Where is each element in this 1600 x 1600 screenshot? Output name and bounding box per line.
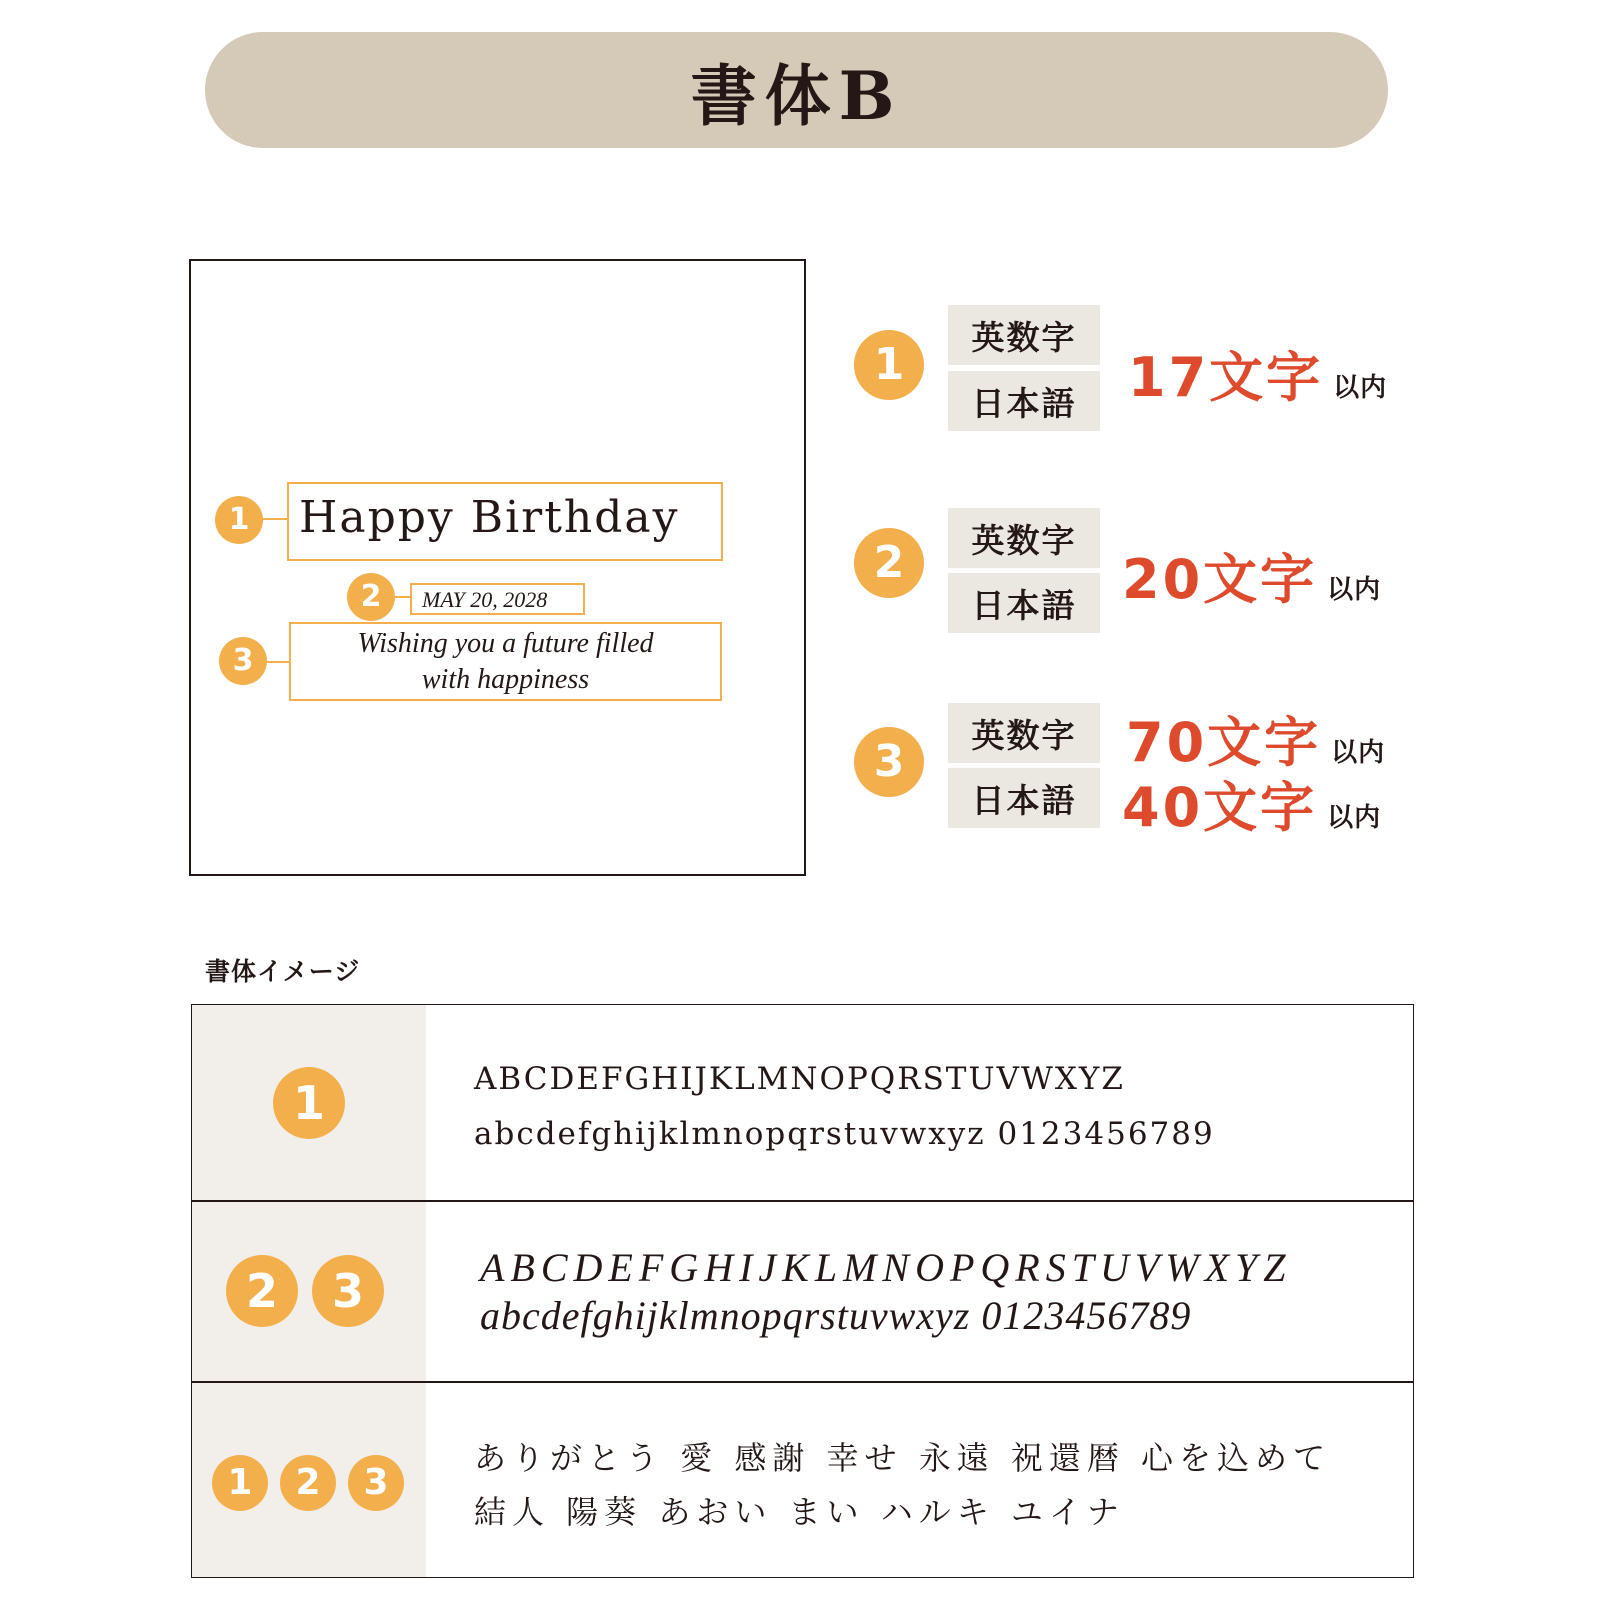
preview-line3b: with happiness xyxy=(421,664,590,695)
sample-japanese-2: 結人 陽葵 あおい まい ハルキ ユイナ xyxy=(474,1493,1125,1531)
preview-line2: MAY 20, 2028 xyxy=(422,587,548,612)
font-image-label: 書体イメージ xyxy=(205,957,361,986)
limit-1 xyxy=(1128,335,1387,412)
sample-badge: 2 xyxy=(280,1455,336,1511)
limit-badge-1: 1 xyxy=(854,330,924,400)
sample-lowercase: abcdefghijklmnopqrstuvwxyz 0123456789 xyxy=(474,1116,1215,1152)
connector-1 xyxy=(259,518,289,520)
sample-lowercase: abcdefghijklmnopqrstuvwxyz 0123456789 xyxy=(480,1293,1192,1338)
limit-suffix: 以内 xyxy=(1327,575,1382,605)
sample-uppercase: ABCDEFGHIJKLMNOPQRSTUVWXYZ xyxy=(474,1061,1125,1097)
line3-box xyxy=(289,622,722,701)
sample-badge: 3 xyxy=(348,1455,404,1511)
limit-2 xyxy=(1122,537,1381,614)
row-badge-cell xyxy=(192,1005,426,1200)
line2-box xyxy=(410,583,585,615)
engraving-preview xyxy=(189,259,806,876)
sample-japanese-1: ありがとう 愛 感謝 幸せ 永遠 祝還暦 心を込めて xyxy=(474,1439,1332,1477)
preview-line3a: Wishing you a future filled xyxy=(357,628,654,659)
preview-line1: Happy Birthday xyxy=(299,492,680,543)
japanese-label: 日本語 xyxy=(948,768,1100,828)
font-sample-table xyxy=(191,1004,1414,1578)
page-title: 書体B xyxy=(690,56,903,135)
limit-value: 17文字 xyxy=(1128,346,1324,409)
limit-3-japanese xyxy=(1122,765,1381,842)
limit-suffix: 以内 xyxy=(1327,803,1382,833)
sample-uppercase: ABCDEFGHIJKLMNOPQRSTUVWXYZ xyxy=(480,1245,1292,1290)
badge-3: 3 xyxy=(219,637,267,685)
alpha-label: 英数字 xyxy=(948,508,1100,568)
sample-badge: 2 xyxy=(226,1255,298,1327)
badge-2: 2 xyxy=(347,573,395,621)
line1-box xyxy=(287,482,723,561)
limit-badge-2: 2 xyxy=(854,528,924,598)
sample-badge: 3 xyxy=(312,1255,384,1327)
alpha-label: 英数字 xyxy=(948,305,1100,365)
sample-row-2 xyxy=(192,1202,1413,1381)
sample-badge: 1 xyxy=(273,1067,345,1139)
sample-badge: 1 xyxy=(212,1455,268,1511)
limit-value: 40文字 xyxy=(1122,776,1318,839)
alpha-label: 英数字 xyxy=(948,703,1100,763)
limit-suffix: 以内 xyxy=(1331,738,1386,768)
japanese-label: 日本語 xyxy=(948,573,1100,633)
sample-row-1 xyxy=(192,1005,1413,1200)
japanese-label: 日本語 xyxy=(948,371,1100,431)
limit-value: 20文字 xyxy=(1122,548,1318,611)
limit-suffix: 以内 xyxy=(1333,373,1388,403)
row-badge-cell xyxy=(192,1383,426,1577)
badge-1: 1 xyxy=(215,496,263,544)
title-banner xyxy=(205,32,1388,148)
limit-value: 70文字 xyxy=(1126,711,1322,774)
row-badge-cell xyxy=(192,1202,426,1381)
limit-badge-3: 3 xyxy=(854,727,924,797)
sample-row-3 xyxy=(192,1383,1413,1577)
